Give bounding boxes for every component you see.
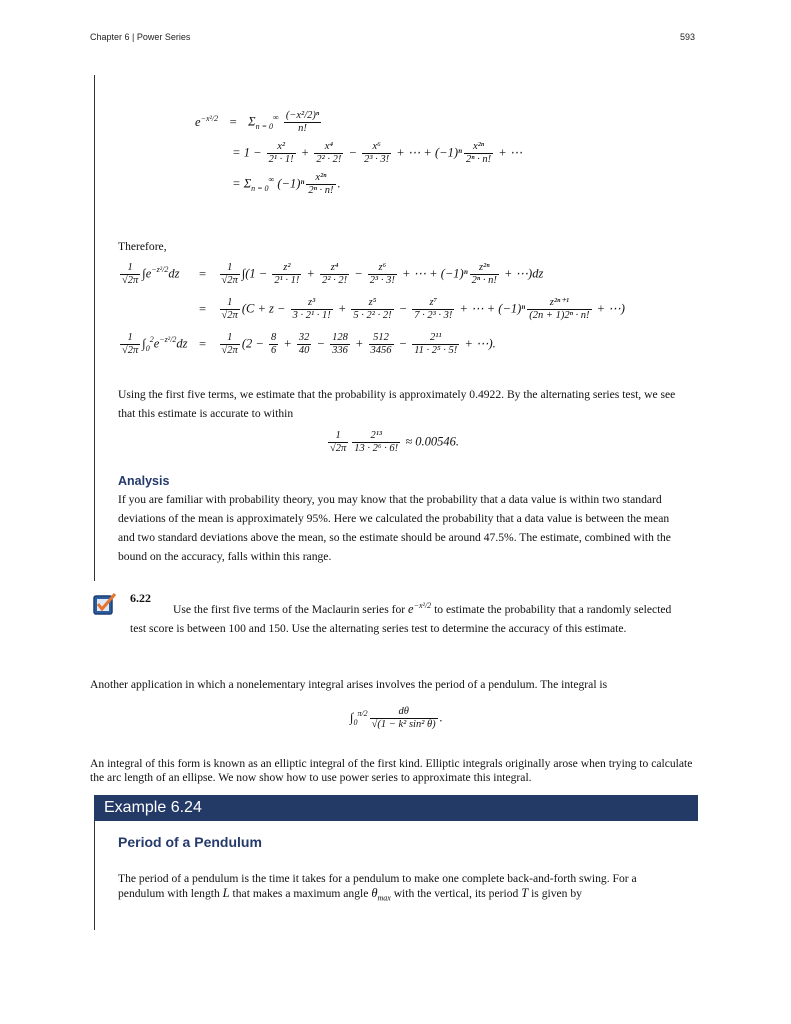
fraction: $\frac{\text{z³}}{\text{3 · 2¹ · 1!}}$	[292, 297, 331, 321]
eq-sign: =	[229, 115, 237, 129]
chapter-header: Chapter 6 | Power Series	[90, 32, 191, 42]
fraction: $\frac{1}{√2\pi}$	[221, 297, 238, 321]
page-number: 593	[680, 32, 696, 42]
fraction: $\frac{1}{√2\pi}$	[122, 332, 139, 356]
fraction: $\frac{\text{x⁴}}{\text{2² · 2!}}$	[316, 141, 342, 165]
eq-rhs: = 1 − $\frac{\text{x²}}{\text{2¹ · 1!}}$ + $\frac{\text{x⁴}}{\text{2² · 2!}}$ − $\frac{\text{x⁶}}{\text{2³ · 3!}}$ + ⋯ + (−1)ⁿ $\frac{\text{x²ⁿ}}{\text{2ⁿ · n!}}$ + ⋯	[232, 141, 523, 165]
fraction: $\frac{\text{2¹¹}}{\text{11 · 2⁵ · 5!}}$	[414, 332, 458, 356]
eq-lhs: $\frac{1}{√2\pi}$ $\int_0^2e^{-z^2/2}dz$	[122, 332, 188, 356]
fraction: $\frac{\text{z²ⁿ⁺¹}}{\text{(2n + 1)2ⁿ · n!}}$	[529, 297, 590, 321]
eq-rhs: $\frac{1}{√2\pi}$ ∫(1 − $\frac{\text{z²}}{\text{2¹ · 1!}}$ + $\frac{\text{z⁴}}{\text{2² · 2!}}$ − $\frac{\text{z⁶}}{\text{2³ · 3!}}$ + ⋯ + (−1)ⁿ $\frac{\text{z²ⁿ}}{\text{2ⁿ · n!}}$ + ⋯)dz	[221, 262, 544, 286]
checkpoint-number: 6.22	[130, 591, 151, 605]
section-rule	[94, 75, 95, 581]
fraction: $\frac{\text{z²}}{\text{2¹ · 1!}}$	[274, 262, 300, 286]
example-rule	[94, 820, 95, 930]
integral-equations	[118, 262, 625, 357]
fraction: $\frac{1}{√2\pi}$	[221, 332, 238, 356]
fraction: $\frac{512}{3456}$	[370, 332, 392, 356]
fraction: $\frac{\text{z⁴}}{\text{2² · 2!}}$	[322, 262, 348, 286]
example-text-1: The period of a pendulum is the time it takes for a pendulum to make one complete back-and-forth swing. For a pendulum with length	[118, 872, 637, 900]
var-L: L	[222, 886, 230, 900]
fraction: $\frac{\text{z⁵}}{\text{5 · 2² · 2!}}$	[353, 297, 392, 321]
eq-lhs: $e^{-x^2/2}$	[195, 114, 219, 130]
example-text-4: is given by	[531, 887, 582, 900]
var-T: T	[521, 886, 529, 900]
fraction: $\frac{128}{336}$	[332, 332, 348, 356]
example-banner: Example 6.24	[94, 795, 698, 821]
fraction: $\frac{\text{x²}}{\text{2¹ · 1!}}$	[268, 141, 294, 165]
fraction: $\frac{\text{x²ⁿ}}{\text{2ⁿ · n!}}$	[308, 172, 334, 196]
eq-rhs: $\frac{1}{√2\pi}$ (2 − $\frac{8}{6}$ + $\frac{32}{40}$ − $\frac{128}{336}$ + $\frac{512}{3456}$ − $\frac{\text{2¹¹}}{\text{11 · 2⁵ · 5!}}$ + ⋯).	[221, 332, 496, 356]
fraction: $\frac{\text{z²ⁿ}}{\text{2ⁿ · n!}}$	[471, 262, 497, 286]
fraction: $\frac{\text{x⁶}}{\text{2³ · 3!}}$	[364, 141, 390, 165]
fraction: $\frac{\text{z⁷}}{\text{7 · 2³ · 3!}}$	[414, 297, 453, 321]
series-equation	[195, 110, 522, 197]
fraction: $\frac{8}{6}$	[270, 332, 277, 356]
eq-lhs: $\frac{1}{√2\pi}$ $\int e^{-z^2/2}dz$	[122, 262, 180, 286]
fraction: $\frac{\text{x²ⁿ}}{\text{2ⁿ · n!}}$	[465, 141, 492, 165]
checkpoint-icon	[93, 592, 115, 614]
therefore-text: Therefore,	[118, 240, 167, 253]
estimate-paragraph: Using the first five terms, we estimate that the probability is approximately 0.4922. By the alternating series test, we see that this estimate is accurate to within	[118, 388, 676, 420]
example-title: Period of a Pendulum	[118, 834, 262, 850]
eq-rhs: $\Sigma_{n = 0}^\infty$ $\frac{\text{(−x²/2)ⁿ}}{n!}$	[248, 110, 320, 134]
fraction: $\frac{1}{√2\pi}$	[330, 430, 347, 454]
checkpoint-expr: $e^{-x^2/2}$	[408, 601, 432, 617]
fraction: $\frac{\text{z⁶}}{\text{2³ · 3!}}$	[369, 262, 395, 286]
fraction: $\frac{d\theta}{\text{√(1 − k² sin² θ)}}$	[371, 706, 436, 730]
example-text-3: with the vertical, its period	[393, 887, 519, 900]
example-text-2: that makes a maximum angle	[232, 887, 369, 900]
fraction: $\frac{\text{2¹³}}{\text{13 · 2⁶ · 6!}}$	[354, 430, 399, 454]
fraction: $\frac{32}{40}$	[298, 332, 310, 356]
eq-rhs: $\frac{1}{√2\pi}$ (C + z − $\frac{\text{z³}}{\text{3 · 2¹ · 1!}}$ + $\frac{\text{z⁵}}{\text{5 · 2² · 2!}}$ − $\frac{\text{z⁷}}{\text{7 · 2³ · 3!}}$ + ⋯ + (−1)ⁿ $\frac{\text{z²ⁿ⁺¹}}{\text{(2n + 1)2ⁿ · n!}}$ + ⋯)	[221, 297, 625, 321]
var-theta-max: $\theta_{max}$	[371, 886, 391, 903]
analysis-paragraph: If you are familiar with probability theory, you may know that the probability that a data value is within two standard deviations of the mean is approximately 95%. Here we calculated the probability that a data value is between the mean and two standard deviations above the mean, so the estimate should be around 47.5%. The estimate, combined with the bound on the accuracy, falls within this range.	[118, 493, 671, 563]
eq-rhs: = $\Sigma_{n = 0}^\infty$ (−1)ⁿ $\frac{\text{x²ⁿ}}{\text{2ⁿ · n!}}$ .	[232, 172, 341, 196]
checkpoint-text-after: to estimate the probability that a randomly selected test score is between 100 and 150. Use the alternating series test to determine the accuracy of this estimate.	[130, 603, 672, 636]
eq-sign: =	[199, 302, 207, 316]
another-application-text: Another application in which a nonelementary integral arises involves the period of a pendulum. The integral is	[90, 678, 608, 691]
checkpoint-text-before: Use the first five terms of the Maclaurin series for	[173, 603, 406, 617]
bound-equation: $\frac{1}{√2\pi}$ $\frac{\text{2¹³}}{\text{13 · 2⁶ · 6!}}$ ≈ 0.00546.	[330, 430, 460, 454]
fraction: $\frac{1}{√2\pi}$	[221, 262, 238, 286]
fraction: $\frac{\text{(−x²/2)ⁿ}}{n!}$	[285, 110, 320, 134]
checkpoint-text	[130, 596, 686, 638]
elliptic-integral: $\int_0^{\pi/2}$ $\frac{d\theta}{\text{√(1 − k² sin² θ)}}$ .	[350, 706, 443, 730]
elliptic-paragraph: An integral of this form is known as an elliptic integral of the first kind. Elliptic integrals originally arose when trying to calculate the arc length of an ellipse. We now show how to use power series to approximate this integral.	[90, 757, 693, 784]
eq-sign: =	[199, 267, 207, 281]
example-paragraph	[118, 871, 678, 906]
fraction: $\frac{1}{√2\pi}$	[122, 262, 139, 286]
analysis-heading: Analysis	[118, 474, 170, 488]
eq-sign: =	[199, 337, 207, 351]
